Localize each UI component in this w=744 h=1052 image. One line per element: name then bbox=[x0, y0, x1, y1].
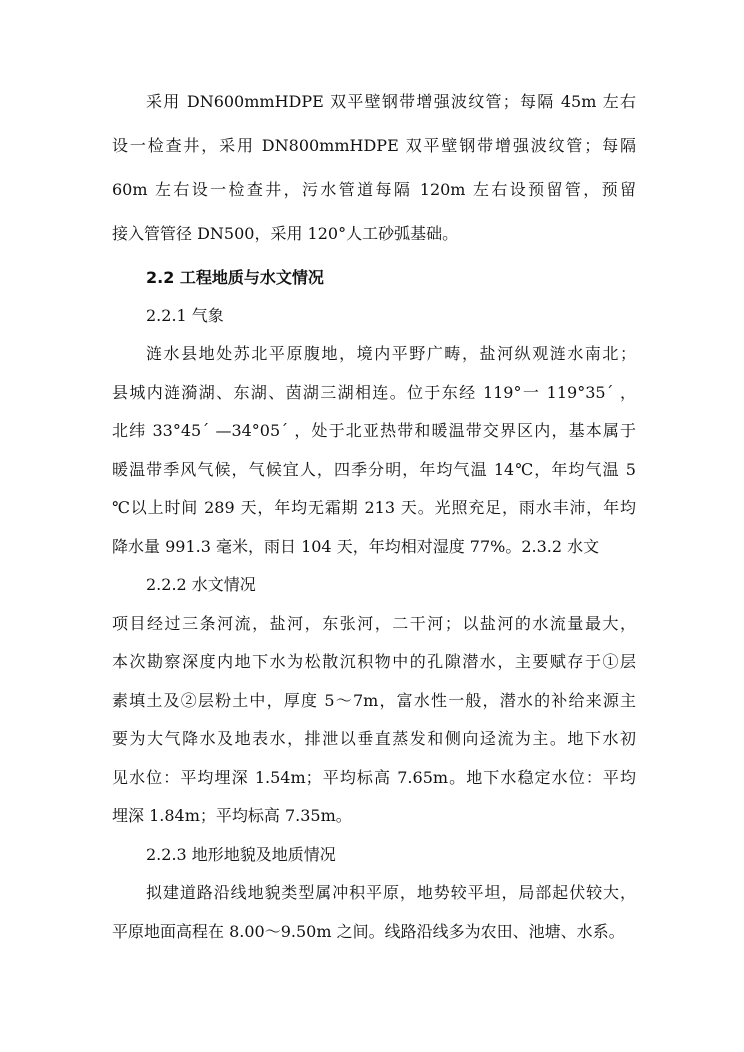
subsection-title-2-2-1: 2.2.1 气象 bbox=[146, 306, 224, 325]
paragraph-line: 涟水县地处苏北平原腹地，境内平野广畴，盐河纵观涟水南北； bbox=[146, 344, 636, 363]
paragraph-line: 埋深 1.84m；平均标高 7.35m。 bbox=[112, 806, 352, 825]
paragraph-line: 60m 左右设一检查井，污水管道每隔 120m 左右设预留管，预留 bbox=[112, 180, 636, 199]
paragraph-line: 要为大气降水及地表水，排泄以垂直蒸发和侧向迳流为主。地下水初 bbox=[112, 729, 636, 748]
paragraph-line: 拟建道路沿线地貌类型属冲积平原，地势较平坦，局部起伏较大， bbox=[146, 883, 636, 902]
section-heading-2-2: 2.2 工程地质与水文情况 bbox=[146, 268, 324, 287]
paragraph-line: 设一检查井，采用 DN800mmHDPE 双平壁钢带增强波纹管；每隔 bbox=[112, 136, 636, 155]
paragraph-line: 暖温带季风气候，气候宜人，四季分明，年均气温 14℃，年均气温 5 bbox=[112, 460, 636, 479]
paragraph-line: 见水位：平均埋深 1.54m；平均标高 7.65m。地下水稳定水位：平均 bbox=[112, 768, 636, 787]
paragraph-line: 北纬 33°45´ —34°05´ ，处于北亚热带和暖温带交界区内，基本属于 bbox=[112, 421, 636, 440]
paragraph-line: 项目经过三条河流，盐河，东张河，二干河；以盐河的水流量最大， bbox=[112, 614, 636, 633]
paragraph-line: 平原地面高程在 8.00～9.50m 之间。线路沿线多为农田、池塘、水系。 bbox=[112, 922, 625, 941]
paragraph-line: 素填土及②层粉土中，厚度 5～7m，富水性一般，潜水的补给来源主 bbox=[112, 691, 636, 710]
subsection-title-2-2-3: 2.2.3 地形地貌及地质情况 bbox=[146, 845, 336, 864]
paragraph-line: 降水量 991.3 毫米，雨日 104 天，年均相对湿度 77%。2.3.2 水文 bbox=[112, 537, 600, 556]
paragraph-line: 本次勘察深度内地下水为松散沉积物中的孔隙潜水，主要赋存于①层 bbox=[112, 652, 636, 671]
paragraph-line: 县城内涟漪湖、东湖、茵湖三湖相连。位于东经 119°一 119°35´ ， bbox=[112, 383, 636, 402]
paragraph-line: 接入管管径 DN500，采用 120°人工砂弧基础。 bbox=[112, 224, 459, 243]
paragraph-line: 采用 DN600mmHDPE 双平壁钢带增强波纹管；每隔 45m 左右 bbox=[146, 92, 636, 111]
subsection-title-2-2-2: 2.2.2 水文情况 bbox=[146, 575, 256, 594]
paragraph-line: ℃以上时间 289 天，年均无霜期 213 天。光照充足，雨水丰沛，年均 bbox=[112, 498, 636, 517]
